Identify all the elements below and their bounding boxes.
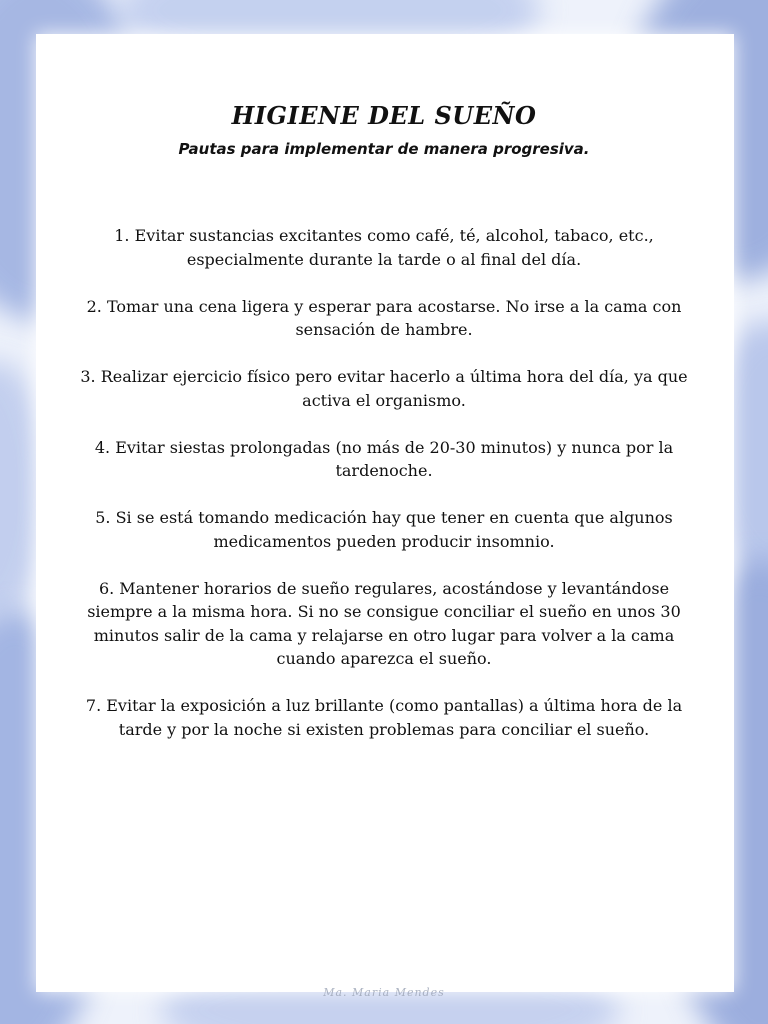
guideline-item: 1. Evitar sustancias excitantes como café, té, alcohol, tabaco, etc., especialmente durante la tarde o al final del día. [114,226,654,269]
document-subtitle: Pautas para implementar de manera progresiva. [178,140,590,158]
guideline-item: 3. Realizar ejercicio físico pero evitar hacerlo a última hora del día, ya que activa el organismo. [80,367,688,410]
guideline-item: 6. Mantener horarios de sueño regulares, acostándose y levantándose siempre a la misma hora. Si no se consigue conciliar el sueño en unos 30 minutos salir de la cama y relajarse en otro lugar para volver a la cama cuando aparezca el sueño. [87,578,681,668]
author-signature: Ma. Maria Mendes [323,986,445,999]
guideline-item: 2. Tomar una cena ligera y esperar para acostarse. No irse a la cama con sensación de hambre. [86,296,682,339]
guideline-item: 7. Evitar la exposición a luz brillante (como pantallas) a última hora de la tarde y por la noche si existen problemas para conciliar el sueño. [85,696,683,739]
guideline-item: 4. Evitar siestas prolongadas (no más de 20-30 minutos) y nunca por la tardenoche. [94,437,674,480]
guideline-item: 5. Si se está tomando medicación hay que tener en cuenta que algunos medicamentos pueden producir insomnio. [95,508,673,551]
guideline-list [66,224,702,765]
document-title: HIGIENE DEL SUEÑO [231,101,537,130]
